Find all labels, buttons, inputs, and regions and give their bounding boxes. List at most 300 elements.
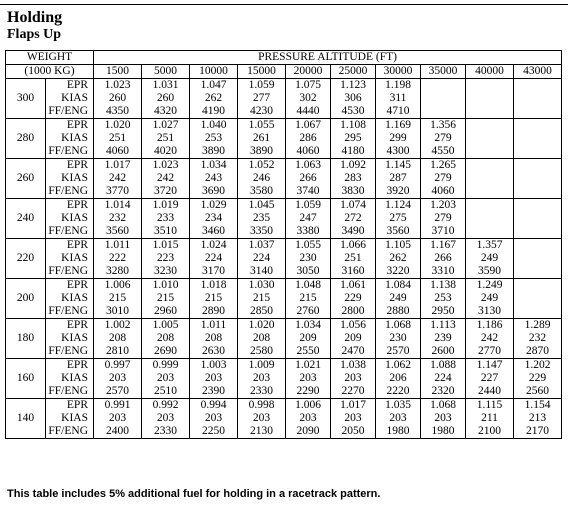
table-row: [6, 425, 562, 439]
value-cell: [421, 92, 466, 105]
value-cell: 1.186: [466, 319, 514, 333]
table-row: [6, 305, 562, 319]
value-cell: [421, 105, 466, 119]
weight-cell: 300: [6, 79, 46, 119]
value-cell: 2220: [376, 385, 421, 399]
value-cell: 1.002: [94, 319, 142, 333]
value-cell: 2810: [94, 345, 142, 359]
value-cell: 1.063: [286, 159, 331, 173]
value-cell: 203: [94, 412, 142, 425]
value-cell: 243: [190, 172, 238, 185]
altitude-column-header: 43000: [514, 65, 562, 79]
value-cell: [421, 79, 466, 93]
value-cell: 206: [376, 372, 421, 385]
value-cell: 260: [142, 92, 190, 105]
altitude-column-header: 40000: [466, 65, 514, 79]
value-cell: 0.999: [142, 359, 190, 373]
value-cell: 215: [94, 292, 142, 305]
value-cell: 262: [190, 92, 238, 105]
table-row: [6, 359, 562, 373]
value-cell: 272: [331, 212, 376, 225]
table-row: [6, 265, 562, 279]
header-row-2: [6, 65, 562, 79]
value-cell: 283: [331, 172, 376, 185]
value-cell: [466, 79, 514, 93]
value-cell: 208: [94, 332, 142, 345]
value-cell: 232: [514, 332, 562, 345]
value-cell: 230: [286, 252, 331, 265]
altitude-column-header: 25000: [331, 65, 376, 79]
value-cell: 224: [238, 252, 286, 265]
parameter-label: KIAS: [46, 292, 94, 305]
parameter-label: FF/ENG: [46, 385, 94, 399]
value-cell: [514, 185, 562, 199]
value-cell: 0.998: [238, 399, 286, 413]
parameter-label: FF/ENG: [46, 425, 94, 439]
value-cell: 3220: [376, 265, 421, 279]
value-cell: 2880: [376, 305, 421, 319]
value-cell: 1.059: [286, 199, 331, 213]
value-cell: 2390: [190, 385, 238, 399]
value-cell: 2800: [331, 305, 376, 319]
value-cell: [514, 225, 562, 239]
value-cell: 2950: [421, 305, 466, 319]
value-cell: 3890: [238, 145, 286, 159]
value-cell: 249: [466, 292, 514, 305]
weight-cell: 240: [6, 199, 46, 239]
value-cell: 2630: [190, 345, 238, 359]
value-cell: 4300: [376, 145, 421, 159]
parameter-label: EPR: [46, 399, 94, 413]
value-cell: 4180: [331, 145, 376, 159]
weight-cell: 180: [6, 319, 46, 359]
value-cell: 203: [238, 412, 286, 425]
value-cell: 277: [238, 92, 286, 105]
value-cell: 4710: [376, 105, 421, 119]
value-cell: 1.017: [94, 159, 142, 173]
value-cell: 251: [142, 132, 190, 145]
value-cell: 3350: [238, 225, 286, 239]
value-cell: 2760: [286, 305, 331, 319]
value-cell: 203: [190, 372, 238, 385]
value-cell: 234: [190, 212, 238, 225]
value-cell: 229: [331, 292, 376, 305]
value-cell: 1.048: [286, 279, 331, 293]
value-cell: 203: [94, 372, 142, 385]
table-row: [6, 412, 562, 425]
table-row: [6, 92, 562, 105]
value-cell: 3720: [142, 185, 190, 199]
table-row: [6, 399, 562, 413]
value-cell: 235: [238, 212, 286, 225]
value-cell: [514, 212, 562, 225]
value-cell: 2850: [238, 305, 286, 319]
value-cell: 3560: [376, 225, 421, 239]
parameter-label: EPR: [46, 159, 94, 173]
value-cell: 2580: [238, 345, 286, 359]
parameter-label: KIAS: [46, 172, 94, 185]
value-cell: 279: [421, 132, 466, 145]
table-row: [6, 279, 562, 293]
value-cell: 2890: [190, 305, 238, 319]
value-cell: 213: [514, 412, 562, 425]
page-subtitle: Flaps Up: [7, 27, 62, 42]
weight-cell: 220: [6, 239, 46, 279]
value-cell: 3890: [190, 145, 238, 159]
altitude-column-header: 10000: [190, 65, 238, 79]
parameter-label: FF/ENG: [46, 185, 94, 199]
parameter-label: KIAS: [46, 332, 94, 345]
value-cell: 1.062: [376, 359, 421, 373]
value-cell: 3280: [94, 265, 142, 279]
value-cell: 0.997: [94, 359, 142, 373]
value-cell: 229: [514, 372, 562, 385]
value-cell: 1.045: [238, 199, 286, 213]
table-row: [6, 239, 562, 253]
value-cell: [466, 172, 514, 185]
value-cell: 3160: [331, 265, 376, 279]
value-cell: 1.108: [331, 119, 376, 133]
value-cell: 203: [142, 412, 190, 425]
value-cell: 203: [331, 412, 376, 425]
value-cell: 2770: [466, 345, 514, 359]
value-cell: [514, 292, 562, 305]
parameter-label: KIAS: [46, 372, 94, 385]
value-cell: 1.154: [514, 399, 562, 413]
parameter-label: FF/ENG: [46, 105, 94, 119]
value-cell: 1.037: [238, 239, 286, 253]
value-cell: 3380: [286, 225, 331, 239]
value-cell: 249: [376, 292, 421, 305]
value-cell: 1.356: [421, 119, 466, 133]
value-cell: 266: [421, 252, 466, 265]
value-cell: [466, 199, 514, 213]
value-cell: [466, 225, 514, 239]
value-cell: [514, 199, 562, 213]
value-cell: 203: [142, 372, 190, 385]
value-cell: 251: [94, 132, 142, 145]
value-cell: 1.113: [421, 319, 466, 333]
value-cell: 242: [142, 172, 190, 185]
table-row: [6, 119, 562, 133]
value-cell: 1.020: [238, 319, 286, 333]
value-cell: 2330: [142, 425, 190, 439]
value-cell: 1.067: [286, 119, 331, 133]
table-row: [6, 385, 562, 399]
value-cell: 251: [331, 252, 376, 265]
table-row: [6, 185, 562, 199]
value-cell: 3920: [376, 185, 421, 199]
value-cell: 1.006: [94, 279, 142, 293]
value-cell: [514, 265, 562, 279]
table-row: [6, 105, 562, 119]
value-cell: 1.005: [142, 319, 190, 333]
weight-cell: 140: [6, 399, 46, 439]
value-cell: 3710: [421, 225, 466, 239]
value-cell: 1.034: [286, 319, 331, 333]
value-cell: 224: [421, 372, 466, 385]
value-cell: 215: [238, 292, 286, 305]
value-cell: 215: [286, 292, 331, 305]
value-cell: 299: [376, 132, 421, 145]
value-cell: 1.105: [376, 239, 421, 253]
value-cell: 223: [142, 252, 190, 265]
top-rule: [0, 4, 568, 5]
value-cell: [514, 252, 562, 265]
value-cell: 1.115: [466, 399, 514, 413]
value-cell: 203: [286, 412, 331, 425]
value-cell: [466, 92, 514, 105]
value-cell: [514, 119, 562, 133]
value-cell: 2470: [331, 345, 376, 359]
value-cell: 1.055: [286, 239, 331, 253]
value-cell: 0.991: [94, 399, 142, 413]
value-cell: 232: [94, 212, 142, 225]
parameter-label: KIAS: [46, 252, 94, 265]
altitude-column-header: 20000: [286, 65, 331, 79]
value-cell: [514, 79, 562, 93]
value-cell: 1.068: [376, 319, 421, 333]
parameter-label: EPR: [46, 359, 94, 373]
value-cell: 279: [421, 172, 466, 185]
parameter-label: EPR: [46, 319, 94, 333]
value-cell: 208: [142, 332, 190, 345]
page-title: Holding: [7, 9, 63, 26]
weight-cell: 280: [6, 119, 46, 159]
value-cell: 2100: [466, 425, 514, 439]
value-cell: 1.014: [94, 199, 142, 213]
value-cell: 230: [376, 332, 421, 345]
value-cell: 209: [286, 332, 331, 345]
value-cell: 1.017: [331, 399, 376, 413]
altitude-column-header: 5000: [142, 65, 190, 79]
value-cell: 2960: [142, 305, 190, 319]
value-cell: 1.031: [142, 79, 190, 93]
value-cell: 1.124: [376, 199, 421, 213]
value-cell: 2320: [421, 385, 466, 399]
value-cell: [514, 305, 562, 319]
value-cell: 0.994: [190, 399, 238, 413]
value-cell: 4320: [142, 105, 190, 119]
value-cell: 2290: [286, 385, 331, 399]
altitude-column-header: 1500: [94, 65, 142, 79]
value-cell: 1.084: [376, 279, 421, 293]
table-row: [6, 372, 562, 385]
value-cell: 302: [286, 92, 331, 105]
value-cell: 3130: [466, 305, 514, 319]
value-cell: 1.018: [190, 279, 238, 293]
value-cell: 2090: [286, 425, 331, 439]
table-footnote: This table includes 5% additional fuel for holding in a racetrack pattern.: [7, 488, 381, 500]
table-row: [6, 332, 562, 345]
value-cell: 1.123: [331, 79, 376, 93]
value-cell: 247: [286, 212, 331, 225]
value-cell: 3690: [190, 185, 238, 199]
value-cell: 242: [466, 332, 514, 345]
value-cell: [466, 132, 514, 145]
value-cell: [514, 172, 562, 185]
parameter-label: EPR: [46, 279, 94, 293]
value-cell: 3740: [286, 185, 331, 199]
altitude-column-header: 15000: [238, 65, 286, 79]
altitude-column-header: 35000: [421, 65, 466, 79]
value-cell: 1.021: [286, 359, 331, 373]
table-row: [6, 225, 562, 239]
parameter-label: KIAS: [46, 92, 94, 105]
value-cell: 203: [376, 412, 421, 425]
value-cell: 260: [94, 92, 142, 105]
value-cell: 1.061: [331, 279, 376, 293]
value-cell: 4440: [286, 105, 331, 119]
value-cell: 3490: [331, 225, 376, 239]
value-cell: 3580: [238, 185, 286, 199]
value-cell: 3590: [466, 265, 514, 279]
value-cell: 3050: [286, 265, 331, 279]
value-cell: 1.020: [94, 119, 142, 133]
value-cell: 2270: [331, 385, 376, 399]
value-cell: 249: [466, 252, 514, 265]
value-cell: 1.059: [238, 79, 286, 93]
value-cell: 1.023: [94, 79, 142, 93]
value-cell: [514, 145, 562, 159]
value-cell: 1.023: [142, 159, 190, 173]
value-cell: 215: [190, 292, 238, 305]
value-cell: 1.011: [94, 239, 142, 253]
value-cell: 239: [421, 332, 466, 345]
value-cell: 1.249: [466, 279, 514, 293]
value-cell: 4060: [94, 145, 142, 159]
value-cell: 1.038: [331, 359, 376, 373]
value-cell: 1.019: [142, 199, 190, 213]
value-cell: 3560: [94, 225, 142, 239]
value-cell: 1.075: [286, 79, 331, 93]
value-cell: 233: [142, 212, 190, 225]
value-cell: [514, 105, 562, 119]
value-cell: 279: [421, 212, 466, 225]
value-cell: 295: [331, 132, 376, 145]
weight-cell: 160: [6, 359, 46, 399]
value-cell: [466, 212, 514, 225]
parameter-label: FF/ENG: [46, 305, 94, 319]
value-cell: 1.092: [331, 159, 376, 173]
value-cell: 3830: [331, 185, 376, 199]
parameter-label: EPR: [46, 119, 94, 133]
value-cell: 208: [238, 332, 286, 345]
value-cell: 2690: [142, 345, 190, 359]
value-cell: [466, 159, 514, 173]
value-cell: 2170: [514, 425, 562, 439]
value-cell: 208: [190, 332, 238, 345]
table-row: [6, 319, 562, 333]
parameter-label: EPR: [46, 199, 94, 213]
table-row: [6, 212, 562, 225]
value-cell: 2570: [376, 345, 421, 359]
table-row: [6, 345, 562, 359]
weight-header: WEIGHT: [6, 51, 94, 65]
table-row: [6, 159, 562, 173]
value-cell: 227: [466, 372, 514, 385]
value-cell: 3770: [94, 185, 142, 199]
value-cell: 2870: [514, 345, 562, 359]
value-cell: 203: [286, 372, 331, 385]
value-cell: 1.357: [466, 239, 514, 253]
table-row: [6, 145, 562, 159]
parameter-label: FF/ENG: [46, 265, 94, 279]
value-cell: 211: [466, 412, 514, 425]
table-row: [6, 79, 562, 93]
value-cell: 4190: [190, 105, 238, 119]
value-cell: 1980: [376, 425, 421, 439]
value-cell: 1.169: [376, 119, 421, 133]
value-cell: 4060: [286, 145, 331, 159]
value-cell: 1.145: [376, 159, 421, 173]
value-cell: [466, 145, 514, 159]
value-cell: 203: [190, 412, 238, 425]
value-cell: [466, 185, 514, 199]
value-cell: 1.015: [142, 239, 190, 253]
value-cell: 2510: [142, 385, 190, 399]
value-cell: 1.068: [421, 399, 466, 413]
value-cell: 1.147: [466, 359, 514, 373]
value-cell: 4060: [421, 185, 466, 199]
parameter-label: KIAS: [46, 132, 94, 145]
value-cell: 1.052: [238, 159, 286, 173]
value-cell: 1.027: [142, 119, 190, 133]
parameter-label: FF/ENG: [46, 225, 94, 239]
value-cell: 1.074: [331, 199, 376, 213]
value-cell: 4230: [238, 105, 286, 119]
value-cell: 2050: [331, 425, 376, 439]
value-cell: 2330: [238, 385, 286, 399]
value-cell: 4550: [421, 145, 466, 159]
value-cell: 253: [421, 292, 466, 305]
table-row: [6, 292, 562, 305]
value-cell: 203: [421, 412, 466, 425]
value-cell: 2250: [190, 425, 238, 439]
value-cell: 4530: [331, 105, 376, 119]
value-cell: 1.203: [421, 199, 466, 213]
parameter-label: EPR: [46, 239, 94, 253]
value-cell: 306: [331, 92, 376, 105]
value-cell: 261: [238, 132, 286, 145]
altitude-header: PRESSURE ALTITUDE (FT): [94, 51, 562, 65]
value-cell: 242: [94, 172, 142, 185]
value-cell: 1.055: [238, 119, 286, 133]
value-cell: 2570: [94, 385, 142, 399]
value-cell: 1.035: [376, 399, 421, 413]
value-cell: 224: [190, 252, 238, 265]
value-cell: 1.088: [421, 359, 466, 373]
value-cell: 1.011: [190, 319, 238, 333]
value-cell: 1.047: [190, 79, 238, 93]
value-cell: 209: [331, 332, 376, 345]
table-row: [6, 199, 562, 213]
value-cell: [514, 132, 562, 145]
value-cell: 253: [190, 132, 238, 145]
value-cell: 1.198: [376, 79, 421, 93]
value-cell: 1.066: [331, 239, 376, 253]
value-cell: 3510: [142, 225, 190, 239]
value-cell: 215: [142, 292, 190, 305]
value-cell: 0.992: [142, 399, 190, 413]
value-cell: 203: [331, 372, 376, 385]
table-row: [6, 132, 562, 145]
value-cell: [466, 105, 514, 119]
value-cell: 275: [376, 212, 421, 225]
value-cell: 1.024: [190, 239, 238, 253]
value-cell: 2560: [514, 385, 562, 399]
parameter-label: EPR: [46, 79, 94, 93]
